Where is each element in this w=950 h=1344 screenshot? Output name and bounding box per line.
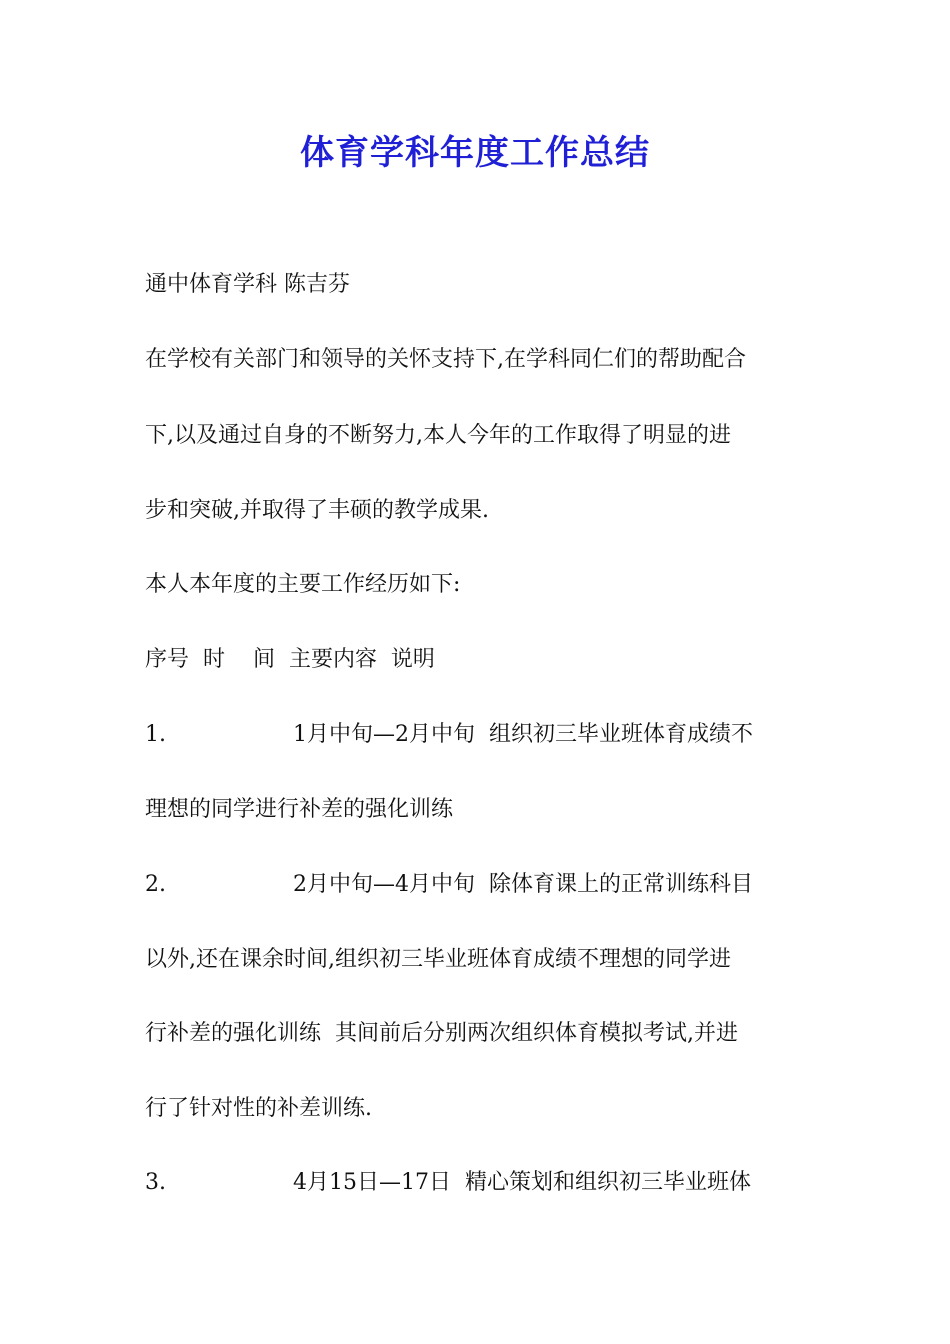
intro-line-2: 下,以及通过自身的不断努力,本人今年的工作取得了明显的进 [145,423,731,448]
item-number: 3. [145,1170,166,1195]
list-item-1-cont-1: 理想的同学进行补差的强化训练 [145,797,454,822]
list-item-2-cont-1: 以外,还在课余时间,组织初三毕业班体育成绩不理想的同学进 [145,947,731,972]
item-number: 1. [145,722,166,747]
item-text: 1月中旬—2月中旬 组织初三毕业班体育成绩不 [293,722,753,747]
document-title: 体育学科年度工作总结 [300,133,650,173]
intro-line-1: 在学校有关部门和领导的关怀支持下,在学科同仁们的帮助配合 [145,347,746,372]
intro-line-3: 步和突破,并取得了丰硕的教学成果. [145,498,489,523]
item-text: 4月15日—17日 精心策划和组织初三毕业班体 [293,1170,751,1195]
list-item-2-cont-2: 行补差的强化训练 其间前后分别两次组织体育模拟考试,并进 [145,1021,738,1046]
list-item-2 [145,869,815,901]
lead-in-line: 本人本年度的主要工作经历如下: [145,572,461,597]
author-line: 通中体育学科 陈吉芬 [145,272,350,297]
item-number: 2. [145,872,166,897]
table-header-line: 序号 时 间 主要内容 说明 [145,647,435,672]
list-item-1 [145,719,815,751]
list-item-3 [145,1167,815,1199]
list-item-2-cont-3: 行了针对性的补差训练. [145,1096,372,1121]
item-text: 2月中旬—4月中旬 除体育课上的正常训练科目 [293,872,753,897]
